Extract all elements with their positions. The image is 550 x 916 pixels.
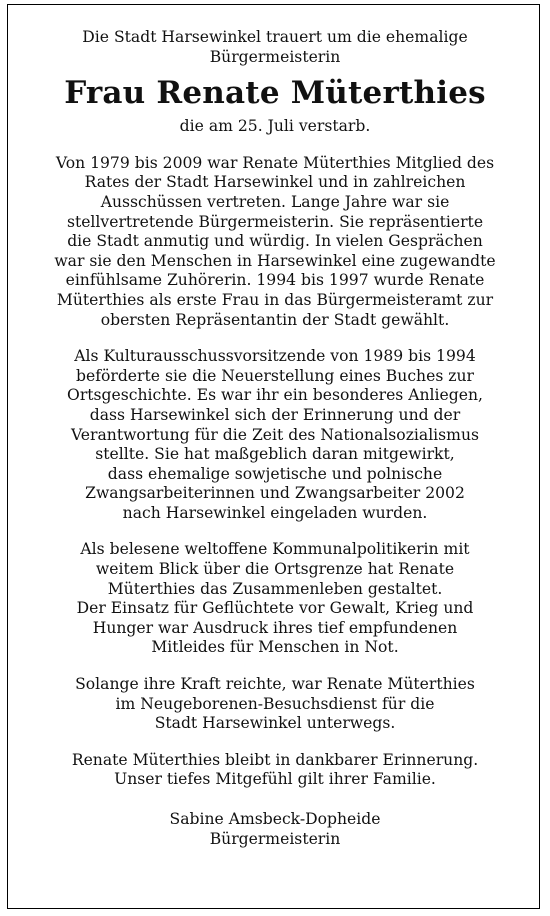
text-line: Müterthies als erste Frau in das Bürgermeisteramt zur — [56, 290, 494, 309]
paragraph-culture — [12, 347, 538, 523]
text-line: Als belesene weltoffene Kommunalpolitikerin mit — [80, 540, 470, 559]
text-line: die Stadt anmutig und würdig. In vielen Gesprächen — [67, 232, 483, 251]
paragraph-politics — [12, 540, 538, 658]
text-line: Von 1979 bis 2009 war Renate Müterthies Mitglied des — [55, 153, 495, 172]
text-line: Rates der Stadt Harsewinkel und in zahlreichen — [84, 173, 466, 192]
text-line: Unser tiefes Mitgefühl gilt ihrer Familie. — [114, 770, 436, 789]
paragraph-condolence — [12, 751, 538, 790]
text-line: weitem Blick über die Ortsgrenze hat Renate — [95, 560, 455, 579]
text-line: Mitleides für Menschen in Not. — [151, 638, 399, 657]
text-line: beförderte sie die Neuerstellung eines Buches zur — [76, 366, 474, 385]
text-line: Ausschüssen vertreten. Lange Jahre war sie — [100, 192, 450, 211]
signature-block — [12, 810, 538, 849]
text-line: dass ehemalige sowjetische und polnische — [107, 464, 443, 483]
obituary-notice — [12, 28, 538, 849]
text-line: stellte. Sie hat maßgeblich daran mitgewirkt, — [95, 445, 455, 464]
text-line: im Neugeborenen-Besuchsdienst für die — [115, 694, 435, 713]
signatory-name: Sabine Amsbeck-Dopheide — [169, 810, 381, 828]
text-line: Solange ihre Kraft reichte, war Renate Müterthies — [75, 675, 475, 694]
text-line: Ortsgeschichte. Es war ihr ein besonderes Anliegen, — [67, 386, 483, 405]
signatory-title: Bürgermeisterin — [209, 829, 341, 848]
text-line: stellvertretende Bürgermeisterin. Sie repräsentierte — [66, 212, 484, 231]
text-line: Der Einsatz für Geflüchtete vor Gewalt, Krieg und — [76, 599, 474, 618]
text-line: war sie den Menschen in Harsewinkel eine zugewandte — [54, 251, 496, 270]
deceased-name: Frau Renate Müterthies — [64, 75, 486, 112]
text-line: Zwangsarbeiterinnen und Zwangsarbeiter 2002 — [85, 484, 465, 503]
paragraph-volunteer — [12, 675, 538, 734]
death-date-line: die am 25. Juli verstarb. — [179, 117, 371, 136]
text-line: obersten Repräsentantin der Stadt gewählt. — [100, 310, 450, 329]
text-line: Müterthies das Zusammenleben gestaltet. — [107, 579, 443, 598]
intro-text — [12, 28, 538, 67]
text-line: dass Harsewinkel sich der Erinnerung und der — [89, 405, 461, 424]
intro-line: Bürgermeisterin — [209, 47, 341, 66]
text-line: Verantwortung für die Zeit des Nationalsozialismus — [70, 425, 480, 444]
text-line: Stadt Harsewinkel unterwegs. — [154, 714, 396, 733]
text-line: Als Kulturausschussvorsitzende von 1989 bis 1994 — [74, 347, 476, 366]
text-line: Hunger war Ausdruck ihres tief empfundenen — [92, 618, 458, 637]
text-line: Renate Müterthies bleibt in dankbarer Erinnerung. — [71, 750, 479, 769]
intro-line: Die Stadt Harsewinkel trauert um die ehemalige — [82, 28, 468, 46]
paragraph-career — [12, 154, 538, 330]
text-line: einfühlsame Zuhörerin. 1994 bis 1997 wurde Renate — [65, 271, 485, 290]
text-line: nach Harsewinkel eingeladen wurden. — [122, 503, 428, 522]
